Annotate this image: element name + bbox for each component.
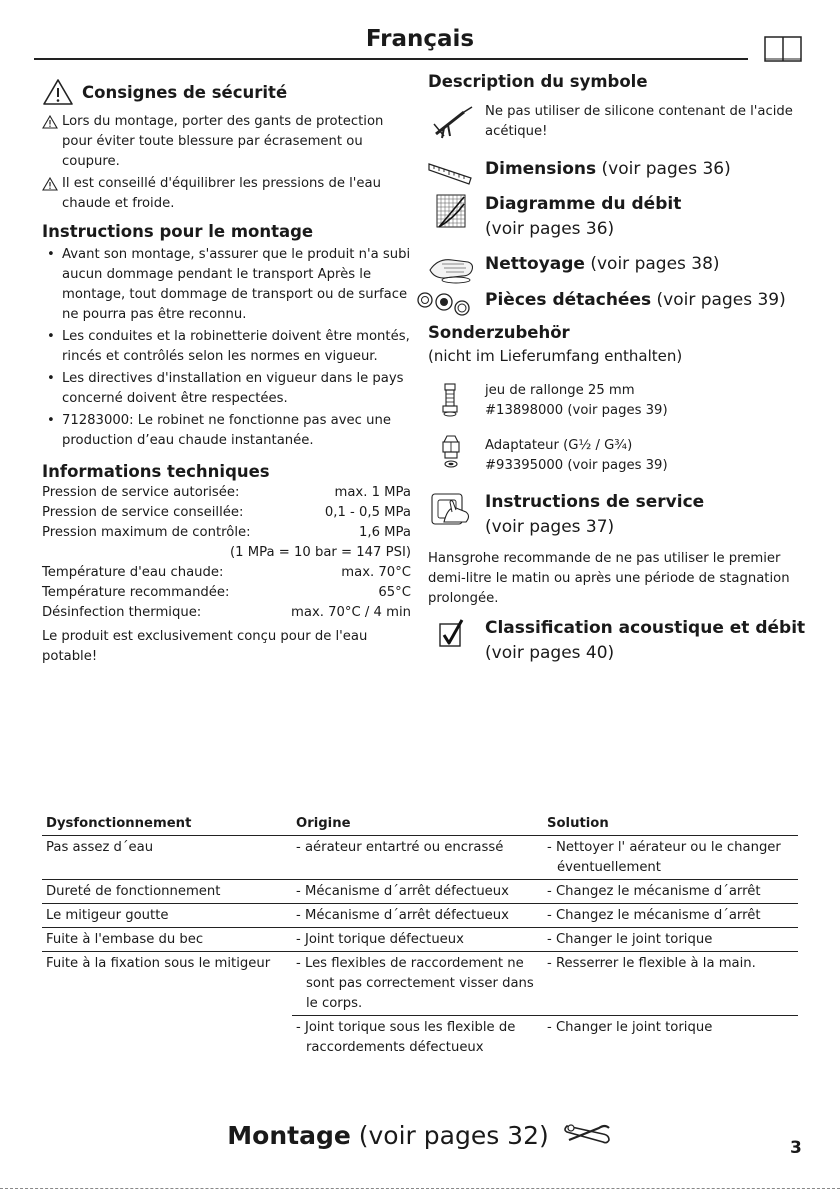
table-row: Le mitigeur goutte - Mécanisme d´arrêt défectueux - Changez le mécanisme d´arrêt: [42, 904, 798, 928]
wrench-tools-icon: [563, 1120, 613, 1146]
acoustic-line: Classification acoustique et débit (voir pages 40): [485, 618, 806, 663]
cleaning-hand-icon: [428, 252, 476, 284]
install-section: [42, 222, 412, 451]
install-item: • Les directives d'installation en vigueur dans le pays concerné doivent être respectées.: [42, 369, 412, 409]
tech-heading: Informations techniques: [42, 462, 270, 481]
spec-row: Pression de service autorisée: max. 1 MPa: [42, 485, 411, 500]
table-row: - Joint torique sous les flexible de raccordements défectueux - Changer le joint torique: [296, 1020, 713, 1055]
spec-row: Pression de service conseillée: 0,1 - 0,5 MPa: [42, 505, 411, 520]
potable-note: Le produit est exclusivement conçu pour de l'eau potable!: [42, 629, 368, 664]
warning-icon: [42, 78, 74, 106]
column-header: Solution: [543, 812, 798, 836]
safety-item: Il est conseillé d'équilibrer les pressions de l'eau chaude et froide.: [42, 174, 412, 214]
accessory-adapter: Adaptateur (G½ / G¾) #93395000 (voir pages 39): [485, 438, 668, 473]
spare-parts-line: Pièces détachées (voir pages 39): [485, 290, 786, 310]
silicone-warning: Ne pas utiliser de silicone contenant de l'acide acétique!: [485, 104, 793, 139]
stagnation-recommendation: Hansgrohe recommande de ne pas utiliser le premier demi-litre le matin ou après une période de stagnation prolongée.: [428, 551, 790, 606]
symbol-heading: Description du symbole: [428, 72, 648, 91]
page-number: 3: [790, 1138, 802, 1158]
install-item: • Les conduites et la robinetterie doivent être montés, rincés et contrôlés selon les normes en vigueur.: [42, 327, 412, 367]
spec-row: Température recommandée: 65°C: [42, 585, 411, 600]
safety-section: [42, 78, 412, 214]
safety-item: Lors du montage, porter des gants de protection pour éviter toute blessure par écrasement ou coupure.: [42, 112, 412, 172]
accessories-heading: Sonderzubehör: [428, 323, 570, 342]
spec-row: (1 MPa = 10 bar = 147 PSI): [230, 545, 411, 560]
tech-section: [42, 462, 411, 667]
ruler-icon: [428, 160, 472, 188]
warning-small-icon: [42, 115, 58, 129]
flow-diagram-line: Diagramme du débit (voir pages 36): [485, 194, 682, 239]
header-rule: [34, 58, 748, 60]
table-row: Pas assez d´eau - aérateur entartré ou encrassé - Nettoyer l' aérateur ou le changer éventuellement: [42, 836, 798, 880]
troubleshooting-table: [42, 812, 798, 1059]
install-item: • Avant son montage, s'assurer que le produit n'a subi aucun dommage pendant le transport Après le montage, tout dommage de transport ou de surface ne pourra pas être reconnu.: [42, 245, 412, 325]
silicone-gun-icon: [430, 104, 474, 140]
spec-row: Désinfection thermique: max. 70°C / 4 min: [42, 605, 411, 620]
table-row: Dureté de fonctionnement - Mécanisme d´arrêt défectueux - Changez le mécanisme d´arrêt: [42, 880, 798, 904]
bottom-rule: [0, 1188, 840, 1189]
service-line: Instructions de service (voir pages 37): [485, 492, 705, 537]
accessories-subheading: (nicht im Lieferumfang enthalten): [428, 347, 683, 365]
spec-row: Pression maximum de contrôle: 1,6 MPa: [42, 525, 411, 540]
dimensions-line: Dimensions (voir pages 36): [485, 159, 731, 179]
spec-row: Température d'eau chaude: max. 70°C: [42, 565, 411, 580]
warning-small-icon: [42, 177, 58, 191]
table-row: Fuite à la fixation sous le mitigeur - Les flexibles de raccordement ne sont pas correctement visser dans le corps. - Resserrer le flexible à la main.: [42, 952, 798, 1016]
table-row: Fuite à l'embase du bec - Joint torique défectueux - Changer le joint torique: [42, 928, 798, 952]
cleaning-line: Nettoyage (voir pages 38): [485, 254, 720, 274]
checkbox-check-icon: [438, 618, 464, 648]
column-header: Origine: [292, 812, 543, 836]
column-header: Dysfonctionnement: [42, 812, 292, 836]
accessory-extension: jeu de rallonge 25 mm #13898000 (voir pages 39): [485, 383, 668, 418]
book-icon: [764, 36, 802, 62]
table-header-row: [42, 812, 798, 836]
install-item: • 71283000: Le robinet ne fonctionne pas avec une production d’eau chaude instantanée.: [42, 411, 412, 451]
extension-set-icon: [440, 382, 460, 418]
page-title: Français: [365, 26, 475, 52]
install-heading: Instructions pour le montage: [42, 222, 314, 241]
spare-parts-icon: [416, 288, 474, 318]
safety-heading: Consignes de sécurité: [82, 82, 288, 102]
montage-reference: Montage (voir pages 32): [0, 1120, 840, 1150]
flow-chart-icon: [436, 194, 466, 228]
service-instructions-icon: [430, 492, 472, 526]
adapter-icon: [440, 434, 462, 470]
